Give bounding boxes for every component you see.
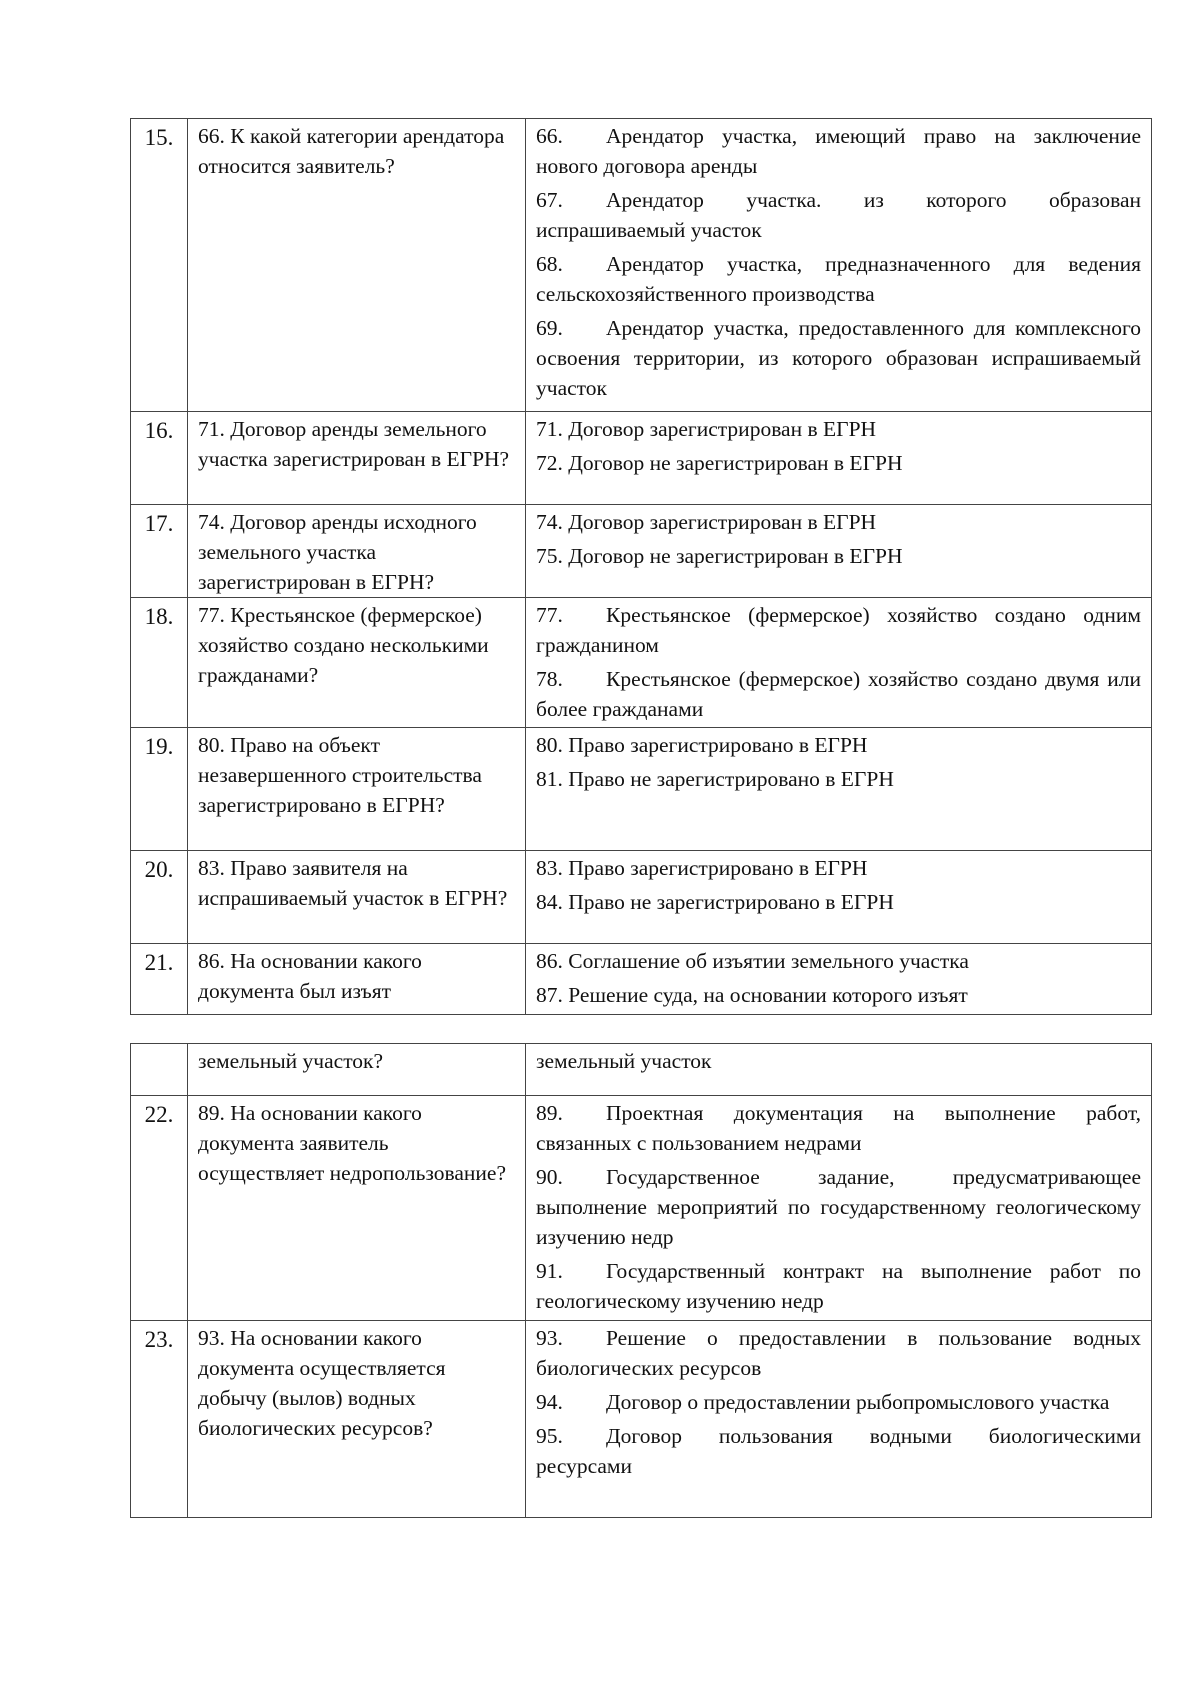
answer-number: 95. — [536, 1424, 563, 1448]
answer-option — [536, 313, 1141, 403]
answer-text: Решение о предоставлении в пользование водных биологических ресурсов — [536, 1326, 1141, 1380]
answer-number: 89. — [536, 1101, 563, 1125]
answer-option — [536, 121, 1141, 181]
answer-option — [536, 185, 1141, 245]
answer-option: 87. Решение суда, на основании которого изъят — [536, 983, 968, 1007]
answer-text: Договор пользования водными биологическими ресурсами — [536, 1424, 1141, 1478]
answer-option: земельный участок — [536, 1049, 712, 1073]
answer-text: Крестьянское (фермерское) хозяйство создано двумя или более гражданами — [536, 667, 1141, 721]
row-number: 16. — [131, 412, 188, 505]
answer-text: Арендатор участка. из которого образован испрашиваемый участок — [536, 188, 1141, 242]
row-number: 20. — [131, 851, 188, 944]
row-number: 23. — [131, 1321, 188, 1518]
table-row — [131, 505, 1152, 598]
questions-table-1 — [130, 118, 1152, 1015]
answer-option: 81. Право не зарегистрировано в ЕГРН — [536, 767, 894, 791]
answer-text: Проектная документация на выполнение работ, связанных с пользованием недрами — [536, 1101, 1141, 1155]
table-row — [131, 944, 1152, 1015]
answer-option — [536, 1162, 1141, 1252]
answers-cell — [526, 1096, 1152, 1321]
answer-option: 83. Право зарегистрировано в ЕГРН — [536, 856, 868, 880]
question-cell: 77. Крестьянское (фермерское) хозяйство создано несколькими гражданами? — [188, 598, 526, 728]
table-row — [131, 598, 1152, 728]
answer-text: Государственное задание, предусматривающее выполнение мероприятий по государственному геологическому изучению недр — [536, 1165, 1141, 1249]
question-cell: 86. На основании какого документа был изъят — [188, 944, 526, 1015]
row-number: 19. — [131, 728, 188, 851]
answer-text: Государственный контракт на выполнение работ по геологическому изучению недр — [536, 1259, 1141, 1313]
answer-number: 91. — [536, 1259, 563, 1283]
row-number: 17. — [131, 505, 188, 598]
answers-cell — [526, 412, 1152, 505]
table-row — [131, 728, 1152, 851]
answer-number: 66. — [536, 124, 563, 148]
table-row — [131, 119, 1152, 412]
question-cell: 74. Договор аренды исходного земельного участка зарегистрирован в ЕГРН? — [188, 505, 526, 598]
question-cell: 93. На основании какого документа осуществляется добычу (вылов) водных биологических ресурсов? — [188, 1321, 526, 1518]
row-number — [131, 1044, 188, 1096]
question-cell: 83. Право заявителя на испрашиваемый участок в ЕГРН? — [188, 851, 526, 944]
answers-cell — [526, 1044, 1152, 1096]
answer-number: 68. — [536, 252, 563, 276]
row-number: 15. — [131, 119, 188, 412]
answer-text: Договор о предоставлении рыбопромыслового участка — [606, 1390, 1110, 1414]
answer-option — [536, 1421, 1141, 1481]
answer-option: 75. Договор не зарегистрирован в ЕГРН — [536, 544, 903, 568]
answer-text: Арендатор участка, предназначенного для ведения сельскохозяйственного производства — [536, 252, 1141, 306]
answer-text: Арендатор участка, предоставленного для комплексного освоения территории, из которого образован испрашиваемый участок — [536, 316, 1141, 400]
answer-number: 90. — [536, 1165, 563, 1189]
answers-cell — [526, 119, 1152, 412]
row-number: 21. — [131, 944, 188, 1015]
answer-option: 74. Договор зарегистрирован в ЕГРН — [536, 510, 877, 534]
answers-cell — [526, 728, 1152, 851]
table-row — [131, 1321, 1152, 1518]
question-cell: 71. Договор аренды земельного участка зарегистрирован в ЕГРН? — [188, 412, 526, 505]
answer-text: Арендатор участка, имеющий право на заключение нового договора аренды — [536, 124, 1141, 178]
row-number: 18. — [131, 598, 188, 728]
answer-number: 67. — [536, 188, 563, 212]
answers-cell — [526, 851, 1152, 944]
table-1-body — [131, 119, 1152, 1015]
table-row — [131, 1096, 1152, 1321]
answer-number: 93. — [536, 1326, 563, 1350]
answer-option: 72. Договор не зарегистрирован в ЕГРН — [536, 451, 903, 475]
question-cell: 89. На основании какого документа заявитель осуществляет недропользование? — [188, 1096, 526, 1321]
answer-number: 78. — [536, 667, 563, 691]
answer-number: 69. — [536, 316, 563, 340]
answer-number: 94. — [536, 1390, 563, 1414]
answers-cell — [526, 505, 1152, 598]
question-cell: 80. Право на объект незавершенного строительства зарегистрировано в ЕГРН? — [188, 728, 526, 851]
table-2-body — [131, 1044, 1152, 1518]
answers-cell — [526, 598, 1152, 728]
answer-option — [536, 249, 1141, 309]
question-cell: земельный участок? — [188, 1044, 526, 1096]
answer-option — [536, 1323, 1141, 1383]
table-row — [131, 1044, 1152, 1096]
table-row — [131, 851, 1152, 944]
row-number: 22. — [131, 1096, 188, 1321]
answer-text: Крестьянское (фермерское) хозяйство создано одним гражданином — [536, 603, 1141, 657]
questions-table-2 — [130, 1043, 1152, 1518]
answer-option — [536, 1387, 1141, 1417]
answer-option — [536, 1256, 1141, 1316]
answer-number: 77. — [536, 603, 563, 627]
answer-option — [536, 664, 1141, 724]
answer-option — [536, 1098, 1141, 1158]
answer-option: 84. Право не зарегистрировано в ЕГРН — [536, 890, 894, 914]
answer-option: 86. Соглашение об изъятии земельного участка — [536, 949, 969, 973]
answer-option — [536, 600, 1141, 660]
question-cell: 66. К какой категории арендатора относится заявитель? — [188, 119, 526, 412]
answers-cell — [526, 944, 1152, 1015]
answer-option: 71. Договор зарегистрирован в ЕГРН — [536, 417, 877, 441]
answers-cell — [526, 1321, 1152, 1518]
answer-option: 80. Право зарегистрировано в ЕГРН — [536, 733, 868, 757]
table-row — [131, 412, 1152, 505]
